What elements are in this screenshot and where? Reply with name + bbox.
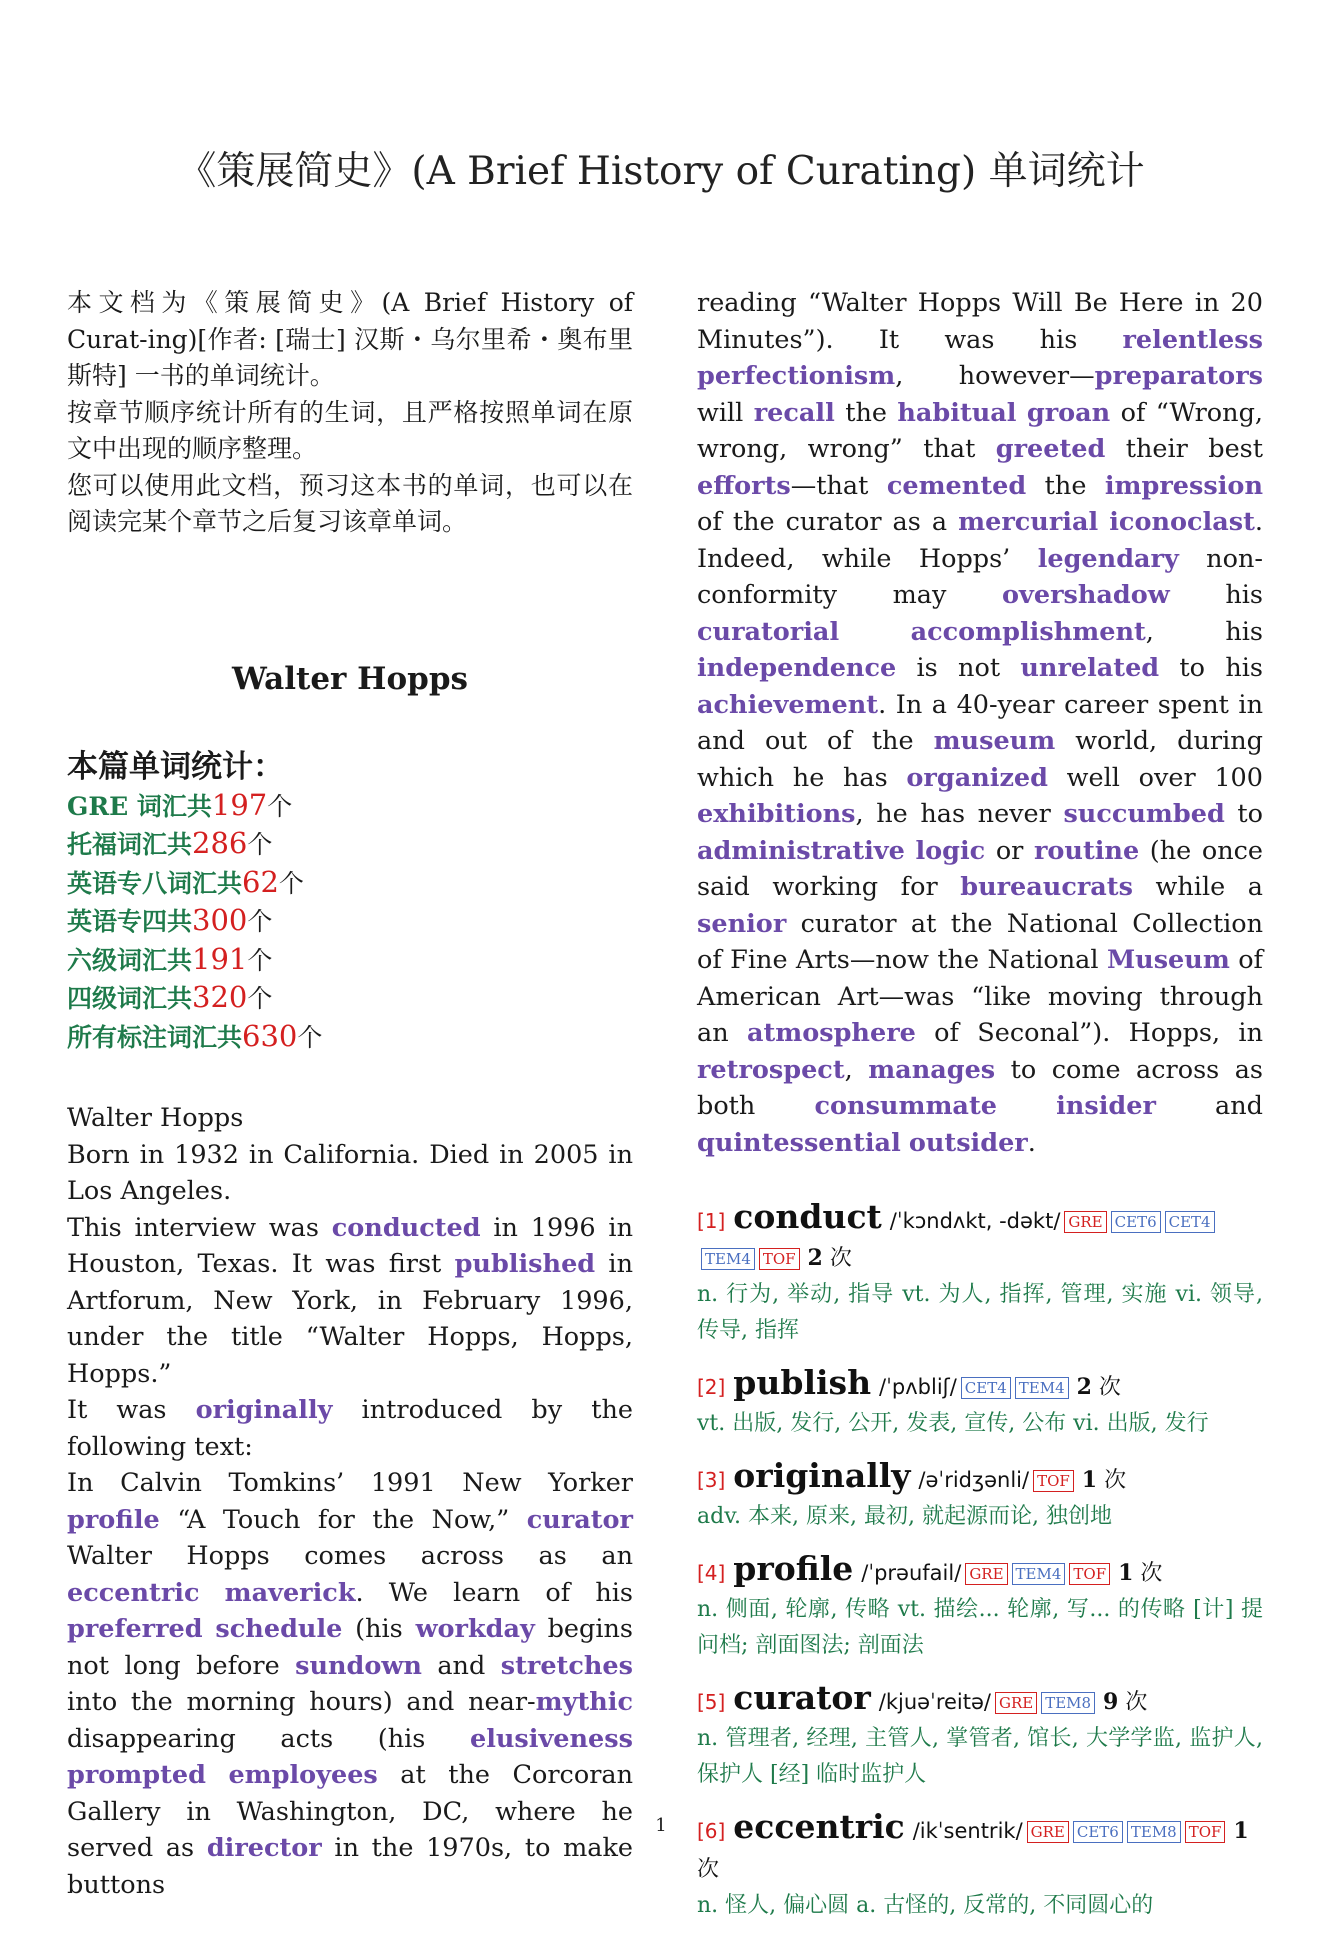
text-run: non-conformity may [697,543,1263,610]
vocab-entry-header [697,1458,1263,1499]
text-run [901,1128,909,1158]
text-run: Walter Hopps comes across as an [67,1541,633,1571]
highlighted-word: retrospect [697,1054,845,1085]
text-run: begins not long before [67,1614,634,1681]
text-run: , [844,1054,869,1085]
text-run: of American Art—was “like moving through an [697,945,1263,1048]
highlighted-word: atmosphere [746,1018,916,1048]
entry-definition: vt. 出版, 发行, 公开, 发表, 宣传, 公布 vi. 出版, 发行 [697,1411,1209,1436]
text-run [905,836,916,866]
highlighted-word: bureaucrats [960,872,1133,902]
entry-index: [6] [697,1819,726,1843]
entry-word: profile [733,1549,854,1588]
highlighted-word: relentless [1122,324,1263,355]
highlighted-word: iconoclast [1109,507,1255,537]
stat-line [67,902,633,941]
entry-frequency [1118,1561,1162,1586]
highlighted-word: independence [697,653,897,683]
frequency-unit: 次 [1098,1375,1121,1400]
entry-index: [4] [697,1561,726,1585]
text-run [839,617,910,647]
highlighted-word: cemented [886,470,1027,501]
highlighted-word: greeted [995,434,1106,464]
entry-definition: n. 侧面, 轮廓, 传略 vt. 描绘... 轮廓, 写... 的传略 [计] 提问档; 剖面图法; 剖面法 [697,1597,1263,1658]
entry-index: [2] [697,1375,726,1399]
highlighted-word: mercurial [958,507,1099,537]
text-run: , his [1145,616,1263,647]
entry-definition: n. 行为, 举动, 指导 vt. 为人, 指挥, 管理, 实施 vi. 领导, 传导, 指挥 [697,1282,1263,1343]
text-run: and [1155,1091,1263,1121]
vocab-entry [697,1458,1263,1535]
frequency-unit: 次 [697,1857,720,1882]
exam-tag-badge: GRE [1064,1211,1106,1233]
highlighted-word: succumbed [1063,799,1225,829]
stat-line [67,787,633,826]
highlighted-word: stretches [500,1650,633,1681]
stat-unit: 个 [247,830,273,859]
highlighted-word: achievement [697,689,879,720]
text-run: world, during which he has [697,726,1263,793]
stat-unit: 个 [247,945,273,975]
stat-label: GRE 词汇共 [67,791,212,821]
text-run: the [834,397,898,428]
text-run [199,1578,224,1608]
stat-line [67,1018,633,1057]
highlighted-word: published [454,1249,596,1279]
stats-heading: 本篇单词统计： [67,748,284,785]
frequency-number: 1 [1081,1467,1098,1493]
frequency-unit: 次 [1125,1690,1148,1715]
highlighted-word: overshadow [1002,580,1170,610]
entry-word: publish [733,1363,872,1402]
text-run: curator at the National Collection of Fine Arts—now the National [697,908,1263,975]
text-run: to his [1159,653,1263,683]
highlighted-word: originally [195,1395,333,1425]
highlighted-word: routine [1033,835,1140,866]
stat-unit: 个 [278,868,304,898]
text-run: to [1224,799,1263,829]
vocab-entry [697,1365,1263,1442]
stat-label: 所有标注词汇共 [67,1022,243,1052]
left-column [67,285,633,1903]
highlighted-word: accomplishment [910,616,1146,647]
entry-phonetic: /ˈpʌbliʃ/ [879,1375,957,1399]
highlighted-word: eccentric [67,1577,200,1608]
text-run: in 1996 in Houston, Texas. It was first [67,1212,633,1279]
highlighted-word: employees [228,1760,378,1790]
highlighted-word: mythic [535,1687,633,1717]
highlighted-word: unrelated [1020,653,1160,683]
stat-unit: 个 [267,791,293,821]
text-run: of “Wrong, wrong, wrong” that [697,397,1264,464]
highlighted-word: administrative [697,835,905,866]
text-run: and [421,1650,501,1681]
exam-tag-badge: CET6 [1073,1821,1123,1843]
stat-label: 六级词汇共 [67,945,193,975]
highlighted-word: quintessential [697,1127,901,1158]
stat-count: 630 [242,1018,298,1053]
highlighted-word: groan [1026,397,1111,428]
exam-tag-badge: GRE [1027,1821,1069,1843]
text-run: . We learn of his [355,1577,633,1608]
text-run: It was [67,1395,196,1425]
vocab-entry [697,1680,1263,1793]
chapter-text [67,1100,633,1903]
entry-frequency [1103,1690,1147,1715]
vocab-entry-header [697,1365,1263,1406]
highlighted-word: organized [906,762,1048,793]
text-run: disappearing acts (his [67,1723,470,1754]
stat-count: 62 [242,864,279,899]
intro [67,285,633,541]
text-run: Walter Hopps [67,1103,244,1133]
text-run: —that [790,470,887,501]
stat-line [67,864,633,903]
exam-tag-badge: CET6 [1111,1211,1161,1233]
exam-tag-badge: TEM4 [701,1248,755,1270]
text-run: “A Touch for the Now,” [159,1504,527,1535]
stat-unit: 个 [247,907,273,936]
text-run: in Artforum, New York, in February 1996, under the title “Walter Hopps, Hopps, Hopps.” [67,1249,634,1389]
exam-tag-badge: GRE [965,1563,1007,1585]
section-title: Walter Hopps [232,660,468,697]
text-run: their best [1105,434,1263,464]
highlighted-word: workday [415,1614,535,1644]
stat-label: 英语专八词汇共 [67,868,243,898]
frequency-number: 2 [1076,1374,1092,1400]
exam-tag-badge: TEM8 [1127,1821,1181,1843]
text-run: in the 1970s, to make buttons [67,1833,634,1900]
entry-phonetic: /ˈprəufail/ [861,1561,962,1585]
stat-line [67,941,633,980]
text-run: (he once said working for [697,835,1263,902]
exam-tag-badge: GRE [995,1692,1037,1714]
stat-count: 197 [211,787,268,822]
stats-list [67,787,633,1057]
vocab-entry [697,1199,1263,1349]
highlighted-word: senior [697,908,787,939]
entry-index: [3] [697,1468,726,1492]
stat-line [67,979,633,1018]
exam-tag-badge: TOF [759,1248,800,1270]
entry-phonetic: /ikˈsentrik/ [912,1819,1023,1843]
text-run: Born in 1932 in California. Died in 2005 in Los Angeles. [67,1139,633,1206]
highlighted-word: curator [526,1504,633,1535]
entry-frequency [1077,1375,1121,1400]
highlighted-word: schedule [215,1614,343,1644]
exam-tag-badge: TEM4 [1012,1563,1066,1585]
highlighted-word: sundown [295,1650,422,1681]
entry-definition: n. 怪人, 偏心圆 a. 古怪的, 反常的, 不同圆心的 [697,1893,1154,1918]
highlighted-word: perfectionism [697,361,896,391]
stat-label: 托福词汇共 [67,830,193,859]
highlighted-word: habitual [897,397,1017,428]
text-run: (his [342,1614,416,1644]
stat-label: 英语专四共 [67,907,193,936]
entry-word: conduct [733,1197,882,1236]
text-run: In Calvin Tomkins’ 1991 New Yorker [67,1468,633,1498]
text-run: , he has never [855,799,1064,829]
text-run [206,1760,229,1790]
highlighted-word: museum [933,726,1056,756]
entry-phonetic: /kjuəˈreitə/ [878,1690,991,1714]
highlighted-word: insider [1056,1091,1156,1121]
page-number: 1 [655,1815,667,1836]
frequency-unit: 次 [1104,1468,1127,1493]
text-run: to come across as both [697,1054,1263,1121]
exam-tag-badge: TOF [1069,1563,1110,1585]
text-run [1016,398,1026,428]
text-run: at the Corcoran Gallery in Washington, DC, where he served as [67,1760,634,1863]
highlighted-word: maverick [224,1577,356,1608]
text-run: of the curator as a [697,507,959,537]
entry-phonetic: /ˈkɔndʌkt, -dəkt/ [889,1209,1061,1233]
highlighted-word: logic [915,835,986,866]
frequency-unit: 次 [1140,1561,1163,1586]
highlighted-word: efforts [697,470,791,501]
exam-tag-badge: TEM8 [1041,1692,1095,1714]
frequency-number: 9 [1103,1689,1119,1715]
vocab-entry-header [697,1199,1263,1277]
text-run: . Indeed, while Hopps’ [697,507,1263,574]
right-column [697,285,1263,1940]
exam-tag-badge: CET4 [1165,1211,1215,1233]
stat-label: 四级词汇共 [67,984,193,1013]
exam-tag-badge: CET4 [961,1377,1011,1399]
entry-phonetic: /əˈridʒənli/ [918,1468,1030,1492]
entry-definition: n. 管理者, 经理, 主管人, 掌管者, 馆长, 大学学监, 监护人, 保护人 [经] 临时监护人 [697,1726,1263,1787]
text-run: reading “Walter Hopps Will Be Here in 20 Minutes”). It was his [697,288,1263,355]
text-run: , however— [895,361,1095,391]
text-run: the [1026,470,1105,501]
highlighted-word: Museum [1106,945,1230,975]
text-run: or [985,835,1034,866]
highlighted-word: recall [753,397,835,428]
highlighted-word: conducted [331,1212,481,1243]
frequency-number: 1 [1233,1818,1249,1844]
entry-word: originally [733,1456,911,1495]
vocab-entry-header [697,1680,1263,1721]
text-run: . [1027,1127,1036,1158]
text-run: well over 100 [1047,762,1263,793]
text-run: is not [896,653,1021,683]
page-title: 《策展简史》(A Brief History of Curating) 单词统计 [177,149,1145,194]
highlighted-word: preparators [1094,361,1263,391]
chapter-text-continued [697,285,1263,1161]
text-run [203,1614,216,1644]
text-run: . In a 40-year career spent in and out of the [697,689,1263,756]
highlighted-word: prompted [67,1760,206,1790]
exam-tag-badge: TEM4 [1015,1377,1069,1399]
vocab-entry-header [697,1551,1263,1592]
text-run: into the morning hours) and near- [67,1687,536,1717]
entry-frequency [808,1246,852,1271]
stat-count: 300 [192,903,248,937]
highlighted-word: outsider [908,1127,1028,1158]
highlighted-word: profile [67,1504,160,1535]
intro-paragraph: 按章节顺序统计所有的生词，且严格按照单词在原文中出现的顺序整理。 [67,397,633,463]
text-run: of Seconal”). Hopps, in [915,1018,1263,1048]
entry-word: eccentric [733,1807,905,1846]
stat-count: 191 [192,941,248,976]
stat-unit: 个 [247,984,273,1013]
highlighted-word: exhibitions [697,799,856,829]
highlighted-word: preferred [67,1614,203,1644]
vocab-entry [697,1551,1263,1664]
text-run: his [1169,580,1263,610]
highlighted-word: impression [1104,470,1263,501]
frequency-unit: 次 [829,1246,852,1271]
text-run: will [697,397,754,428]
entry-word: curator [733,1678,871,1717]
highlighted-word: legendary [1037,543,1179,574]
entry-index: [1] [697,1209,726,1233]
intro-paragraph: 您可以使用此文档，预习这本书的单词，也可以在阅读完某个章节之后复习该章单词。 [67,470,633,536]
entry-frequency [1082,1468,1126,1493]
exam-tag-badge: TOF [1185,1821,1226,1843]
text-run [997,1091,1056,1121]
word-stats [67,747,633,1057]
highlighted-word: curatorial [697,616,840,647]
entry-index: [5] [697,1690,726,1714]
highlighted-word: elusiveness [469,1723,633,1754]
stat-count: 286 [192,826,248,860]
stat-unit: 个 [297,1022,323,1052]
highlighted-word: manages [868,1054,996,1085]
frequency-number: 1 [1118,1560,1134,1586]
intro-paragraph: 本文档为《策展简史》(A Brief History of Curat-ing)[作者: [瑞士] 汉斯・乌尔里希・奥布里斯特] 一书的单词统计。 [67,288,633,390]
highlighted-word: consummate [814,1091,997,1121]
text-run: introduced by the following text: [67,1395,633,1462]
text-run [1098,507,1109,537]
exam-tag-badge: TOF [1033,1470,1074,1492]
entry-definition: adv. 本来, 原来, 最初, 就起源而论, 独创地 [697,1504,1112,1529]
stat-count: 320 [192,980,248,1014]
text-run: This interview was [67,1212,332,1243]
highlighted-word: director [206,1833,322,1863]
text-run: while a [1132,872,1263,902]
stat-line [67,825,633,864]
frequency-number: 2 [807,1245,823,1271]
